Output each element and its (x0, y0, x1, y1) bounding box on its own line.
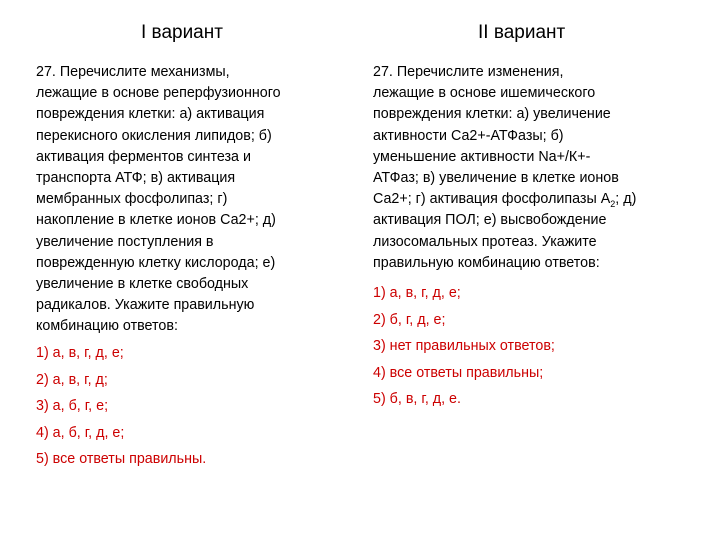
subscript: 2 (610, 199, 616, 210)
question-line: перекисного окисления липидов; б) (36, 127, 272, 144)
answer-option: 3) нет правильных ответов; (373, 338, 555, 355)
question-line-with-subscript (373, 189, 693, 210)
question-line: поврежденную клетку кислорода; е) (36, 254, 276, 271)
question-line: лежащие в основе ишемического (373, 85, 596, 102)
question-line: увеличение в клетке свободных (36, 276, 249, 293)
answer-option: 1) а, в, г, д, е; (36, 345, 124, 361)
question-line: радикалов. Укажите правильную (36, 297, 255, 314)
variant-2-heading: II вариант (478, 22, 566, 43)
question-line: активности Са2+-АТФазы; б) (373, 127, 564, 144)
answer-option: 5) все ответы правильны. (36, 451, 207, 468)
question-line: правильную комбинацию ответов: (373, 254, 600, 271)
question-line: активация ПОЛ; е) высвобождение (373, 212, 607, 229)
question-line: лежащие в основе реперфузионного (36, 85, 281, 102)
question-line: увеличение поступления в (36, 233, 214, 250)
question-line: накопление в клетке ионов Са2+; д) (36, 212, 276, 229)
variant-1-heading: I вариант (141, 22, 223, 43)
question-line: 27. Перечислите механизмы, (36, 64, 230, 80)
answer-option: 3) а, б, г, е; (36, 398, 109, 415)
question-line: активация ферментов синтеза и (36, 148, 251, 165)
question-line-part: ; д) (615, 191, 637, 208)
question-line: АТФаз; в) увеличение в клетке ионов (373, 170, 619, 187)
question-line: уменьшение активности Na+/К+- (373, 148, 591, 165)
variant-2-answers (373, 283, 693, 416)
question-line: повреждения клетки: а) увеличение (373, 106, 611, 123)
question-line: лизосомальных протеаз. Укажите (373, 233, 597, 250)
answer-option: 4) все ответы правильны; (373, 364, 544, 381)
question-line: повреждения клетки: а) активация (36, 106, 265, 123)
answer-option: 2) а, в, г, д; (36, 371, 108, 388)
answer-option: 5) б, в, г, д, е. (373, 391, 461, 408)
question-line: мембранных фосфолипаз; г) (36, 191, 228, 208)
variant-2-question (373, 62, 693, 274)
question-line-part: Са2+; г) активация фосфолипазы А (373, 191, 611, 208)
answer-option: 1) а, в, г, д, е; (373, 285, 461, 301)
answer-option: 2) б, г, д, е; (373, 311, 446, 328)
answer-option: 4) а, б, г, д, е; (36, 424, 125, 441)
variant-1-answers (36, 343, 354, 476)
question-line: 27. Перечислите изменения, (373, 64, 564, 80)
variant-1-question (36, 62, 354, 338)
question-line: комбинацию ответов: (36, 318, 178, 335)
question-line: транспорта АТФ; в) активация (36, 170, 236, 187)
